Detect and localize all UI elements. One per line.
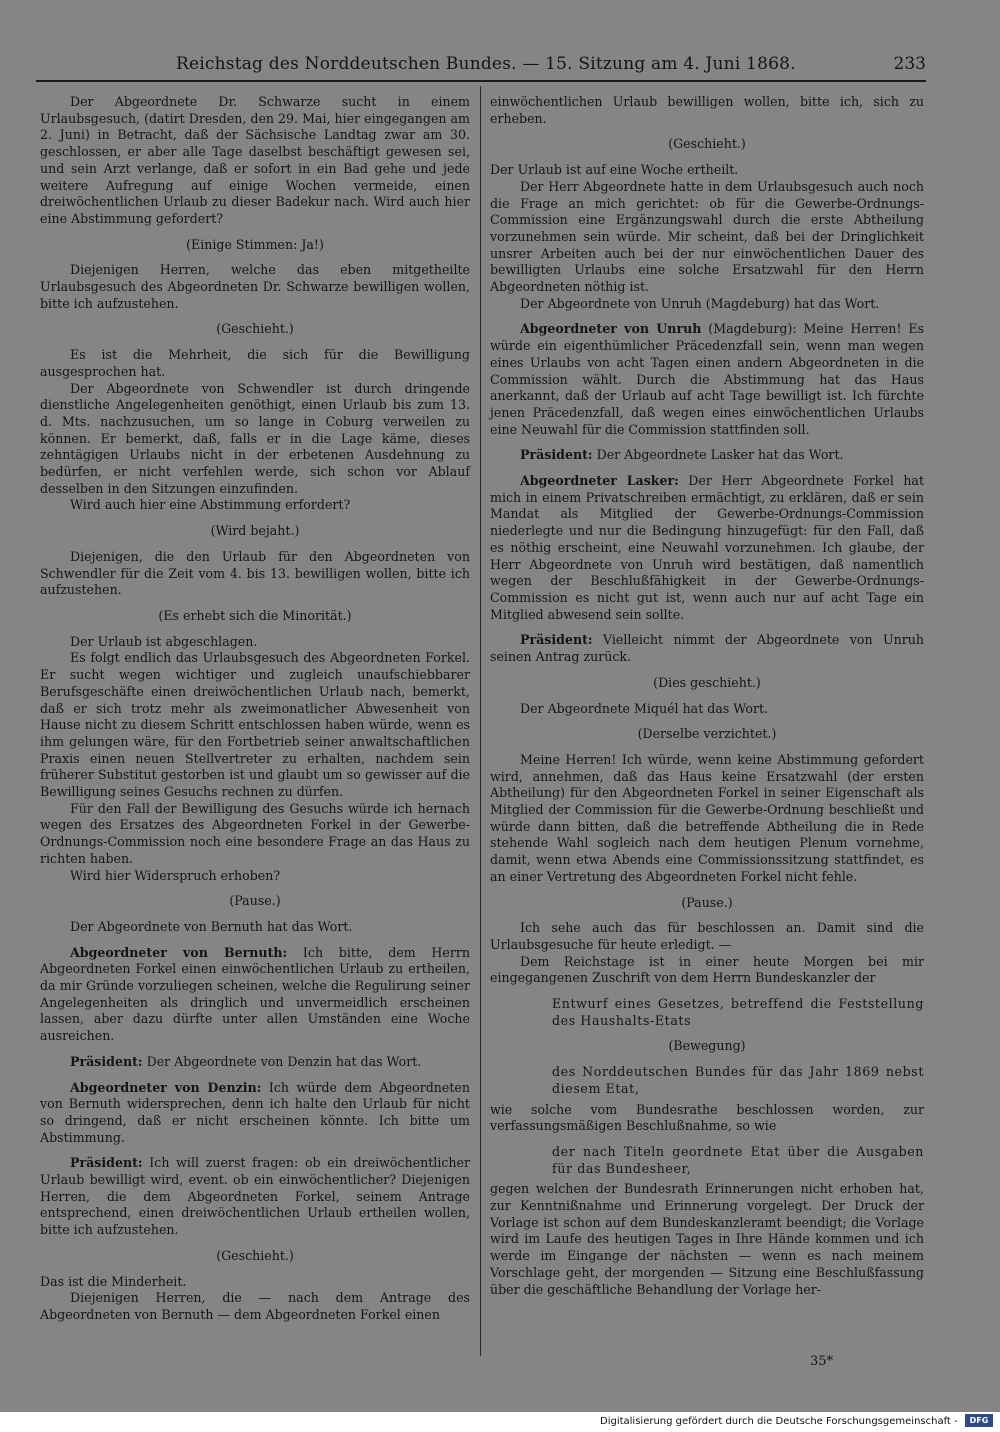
paragraph-text: (Magdeburg): Meine Herren! Es würde ein eigenthümlicher Präcedenzfall sein, wenn man wegen eines Urlaubs von acht Tagen einen andern Abgeordneten in die Commission wählt. Durch die Abstimmung hat das Haus anerkannt, daß der Urlaub auf acht Tage bewilligt ist. Ich fürchte jenen Präcedenzfall, daß wegen eines einwöchentlichen Urlaubs eine Neuwahl für die Commission stattfinden soll. xyxy=(490,321,925,437)
paragraph-text: (Einige Stimmen: Ja!) xyxy=(186,236,324,252)
paragraph-text: (Geschieht.) xyxy=(216,1247,294,1263)
paragraph-text: Diejenigen Herren, welche das eben mitgetheilte Urlaubsgesuch des Abgeordneten Dr. Schwarze bewilligen wollen, bitte ich aufzustehen. xyxy=(40,262,470,311)
paragraph-text: Wird auch hier eine Abstimmung erfordert? xyxy=(70,497,351,513)
paragraph xyxy=(40,1290,470,1323)
paragraph xyxy=(40,497,470,514)
paragraph xyxy=(40,801,470,868)
speaker-name: Präsident: xyxy=(520,447,593,463)
stage-direction xyxy=(490,726,924,743)
speaker-name: Präsident: xyxy=(70,1053,143,1069)
quoted-title xyxy=(490,1144,924,1177)
paragraph-text: Vielleicht nimmt der Abgeordnete von Unruh seinen Antrag zurück. xyxy=(490,632,924,665)
paragraph-text: Der Abgeordnete von Denzin hat das Wort. xyxy=(142,1053,422,1069)
paragraph-text: (Pause.) xyxy=(229,893,281,909)
paragraph-text: des Norddeutschen Bundes für das Jahr 1869 nebst diesem Etat, xyxy=(552,1064,924,1096)
paragraph xyxy=(490,1181,924,1298)
paragraph xyxy=(40,347,470,380)
paragraph xyxy=(40,549,470,599)
paragraph-text: Der Abgeordnete von Unruh (Magdeburg) hat das Wort. xyxy=(520,295,880,311)
paragraph xyxy=(490,162,924,179)
paragraph-text: (Dies geschieht.) xyxy=(653,674,761,690)
speech-paragraph xyxy=(40,1054,470,1071)
speaker-name: Abgeordneter von Unruh xyxy=(520,321,702,337)
stage-direction xyxy=(490,675,924,692)
paragraph xyxy=(40,262,470,312)
paragraph-text: Diejenigen Herren, die — nach dem Antrage des Abgeordneten von Bernuth — dem Abgeordneten Forkel einen xyxy=(40,1290,470,1322)
column-divider xyxy=(480,86,481,1356)
paragraph xyxy=(40,1274,470,1291)
paragraph-text: Der Urlaub ist auf eine Woche ertheilt. xyxy=(490,162,739,178)
paragraph-text: wie solche vom Bundesrathe beschlossen worden, zur verfassungsmäßigen Beschlußnahme, so wie xyxy=(490,1101,924,1134)
stage-direction xyxy=(40,1248,470,1265)
left-column xyxy=(40,94,470,1324)
paragraph-text: (Derselbe verzichtet.) xyxy=(637,726,777,742)
paragraph-text: (Pause.) xyxy=(681,894,733,910)
paragraph-text: Der Abgeordnete Miquél hat das Wort. xyxy=(520,700,769,716)
speech-paragraph xyxy=(490,632,924,665)
stage-direction xyxy=(40,893,470,910)
paragraph-text: Es ist die Mehrheit, die sich für die Bewilligung ausgesprochen hat. xyxy=(40,347,470,379)
paragraph xyxy=(40,650,470,800)
running-header xyxy=(36,54,926,82)
paragraph-text: (Geschieht.) xyxy=(216,321,294,337)
paragraph-text: Meine Herren! Ich würde, wenn keine Abstimmung gefordert wird, annehmen, daß das Haus keine Ersatzwahl (der ersten Abtheilung) für den Abgeordneten Forkel in seiner Eigenschaft als Mitglied der Commission für die Gewerbe-Ordnung beschließt und würde dann bitten, daß die betreffende Abtheilung die in Rede stehende Wahl sogleich nach dem heutigen Plenum vornehme, damit, wenn etwa Abends eine Commissionssitzung stattfindet, es an einer Vertretung des Abgeordneten Forkel nicht fehle. xyxy=(490,751,924,884)
speech-paragraph xyxy=(40,1155,470,1239)
paragraph xyxy=(40,381,470,498)
header-title: Reichstag des Norddeutschen Bundes. — 15. Sitzung am 4. Juni 1868. xyxy=(176,54,796,74)
paragraph-text: Der Herr Abgeordnete hatte in dem Urlaubsgesuch auch noch die Frage an mich gerichtet: ob für die Gewerbe-Ordnungs-Commission eine Ergänzungswahl durch die erste Abtheilung vorzunehmen sein würde. Mir scheint, daß bei der Dringlichkeit unsrer Arbeiten auch bei der nur einwöchentlichen Dauer des bewilligten Urlaubs eine solche Ersatzwahl für den Herrn Abgeordneten nöthig ist. xyxy=(490,178,924,295)
paragraph-text: Dem Reichstage ist in einer heute Morgen bei mir eingegangenen Zuschrift von dem Herrn Bundeskanzler der xyxy=(490,953,924,986)
paragraph-text: (Bewegung) xyxy=(668,1038,746,1054)
paragraph-text: Der Abgeordnete Lasker hat das Wort. xyxy=(592,447,844,463)
paragraph xyxy=(490,752,924,886)
paragraph-text: Der Abgeordnete von Schwendler ist durch dringende dienstliche Angelegenheiten genöthigt, einen Urlaub bis zum 13. d. Mts. nachzusuchen, um so lange in Coburg verweilen zu können. Er bemerkt, daß, falls er in die Lage käme, dieses zehntägigen Urlaubs nicht in der erbetenen Ausdehnung zu bedürfen, er nicht verfehlen werde, sich schon vor Ablauf desselben in den Sitzungen einzufinden. xyxy=(40,380,470,496)
paragraph xyxy=(40,919,470,936)
signature-mark: 35* xyxy=(810,1354,834,1369)
paragraph-text: Ich will zuerst fragen: ob ein dreiwöchentlicher Urlaub bewilligt wird, event. ob ein einwöchentlicher? Diejenigen Herren, die dem Abgeordneten Forkel, seinem Antrage entsprechend, einen dreiwöchentlichen Urlaub ertheilen wollen, bitte ich aufzustehen. xyxy=(40,1155,470,1238)
digitization-credit: Digitalisierung gefördert durch die Deutsche Forschungsgemeinschaft - xyxy=(600,1416,958,1427)
paragraph-text: gegen welchen der Bundesrath Erinnerungen nicht erhoben hat, zur Kenntnißnahme und Erinnerung vorgelegt. Der Druck der Vorlage ist schon auf dem Bundeskanzleramt beendigt; die Vorlage wird im Laufe des heutigen Tages in Ihre Hände kommen und ich werde im Eingange der nächsten — wenn es nach meinem Vorschlage geht, der morgenden — Sitzung eine Beschlußfassung über die geschäftliche Behandlung der Vorlage her- xyxy=(490,1181,924,1297)
paragraph-text: Diejenigen, die den Urlaub für den Abgeordneten von Schwendler für die Zeit vom 4. bis 13. bewilligen wollen, bitte ich aufzustehen. xyxy=(40,548,470,598)
paragraph xyxy=(490,954,924,987)
paragraph-text: Es folgt endlich das Urlaubsgesuch des Abgeordneten Forkel. Er sucht wegen wichtiger und zugleich unaufschiebbarer Berufsgeschäfte einen dreiwöchentlichen Urlaub nach, bemerkt, daß er sich trotz mehr als zweimonatlicher Abwesenheit von Hause nicht zu diesem Schritt entschlossen haben würde, wenn es ihm gelungen wäre, für den Fortbetrieb seiner anwaltschaftlichen Praxis einen neuen Stellvertreter zu erhalten, nachdem sein früherer Substitut gestorben ist und glaubt um so gewisser auf die Bewilligung seines Gesuchs rechnen zu dürfen. xyxy=(40,650,470,800)
paragraph xyxy=(40,868,470,885)
paragraph xyxy=(490,179,924,296)
right-column xyxy=(490,94,924,1298)
paragraph xyxy=(490,296,924,313)
paragraph xyxy=(490,920,924,953)
paragraph xyxy=(40,634,470,651)
stage-direction xyxy=(40,523,470,540)
paragraph xyxy=(490,1102,924,1135)
speech-paragraph xyxy=(40,1080,470,1147)
paragraph-text: Entwurf eines Gesetzes, betreffend die Feststellung des Haushalts-Etats xyxy=(552,996,924,1028)
paragraph-text: Der Urlaub ist abgeschlagen. xyxy=(70,633,258,649)
page-number: 233 xyxy=(893,54,926,74)
stage-direction xyxy=(490,895,924,912)
dfg-logo: DFG xyxy=(965,1414,993,1427)
quoted-title xyxy=(490,996,924,1029)
paragraph-text: Der Herr Abgeordnete Forkel hat mich in einem Privatschreiben ermächtigt, zu erklären, daß er sein Mandat als Mitglied der Gewerbe-Ordnungs-Commission niederlegte und nur die Bedingung hinzugefügt: für den Fall, daß es nöthig erscheint, eine Neuwahl vorzunehmen. Ich glaube, der Herr Abgeordnete von Unruh wird bestätigen, daß namentlich wegen der Beschlußfähigkeit in der Gewerbe-Ordnungs-Commission es nicht gut ist, wenn auch nur auf acht Tage ein Mitglied abwesend sein sollte. xyxy=(490,473,925,622)
speaker-name: Abgeordneter Lasker: xyxy=(520,473,679,489)
speaker-name: Präsident: xyxy=(520,632,593,648)
stage-direction xyxy=(40,608,470,625)
paragraph-text: Für den Fall der Bewilligung des Gesuchs würde ich hernach wegen des Ersatzes des Abgeordneten Forkel in der Gewerbe-Ordnungs-Commission noch eine besondere Frage an das Haus zu richten haben. xyxy=(40,800,470,866)
paragraph-text: Der Abgeordnete von Bernuth hat das Wort. xyxy=(70,918,353,934)
speech-paragraph xyxy=(490,473,924,623)
paragraph xyxy=(490,701,924,718)
speech-paragraph xyxy=(490,447,924,464)
paragraph-text: (Geschieht.) xyxy=(668,136,746,152)
stage-direction xyxy=(40,237,470,254)
paragraph-text: (Es erhebt sich die Minorität.) xyxy=(158,607,352,623)
speech-paragraph xyxy=(40,945,470,1045)
paragraph-text: Wird hier Widerspruch erhoben? xyxy=(70,867,281,883)
paragraph xyxy=(490,94,924,127)
paragraph xyxy=(40,94,470,228)
stage-direction xyxy=(490,1038,924,1055)
quoted-title xyxy=(490,1064,924,1097)
paragraph-text: Das ist die Minderheit. xyxy=(40,1273,187,1289)
paragraph-text: Der Abgeordnete Dr. Schwarze sucht in einem Urlaubsgesuch, (datirt Dresden, den 29. Mai, hier eingegangen am 2. Juni) in Betracht, daß der Sächsische Landtag zwar am 30. geschlossen, er aber alle Tage daselbst beschäftigt gewesen sei, und sein Arzt verlange, daß er sofort in ein Bad gehe und jede weitere Aufregung auf einige Wochen vermeide, einen dreiwöchentlichen Urlaub zu dieser Badekur nach. Wird auch hier eine Abstimmung gefordert? xyxy=(40,94,470,226)
stage-direction xyxy=(40,321,470,338)
paragraph-text: der nach Titeln geordnete Etat über die Ausgaben für das Bundesheer, xyxy=(552,1143,924,1176)
paragraph-text: (Wird bejaht.) xyxy=(210,523,300,539)
paragraph-text: Ich sehe auch das für beschlossen an. Damit sind die Urlaubsgesuche für heute erledigt. — xyxy=(490,920,924,952)
speech-paragraph xyxy=(490,321,924,438)
paragraph-text: einwöchentlichen Urlaub bewilligen wollen, bitte ich, sich zu erheben. xyxy=(490,94,924,126)
speaker-name: Präsident: xyxy=(70,1155,143,1171)
speaker-name: Abgeordneter von Denzin: xyxy=(70,1079,262,1095)
paragraph-text: Ich würde dem Abgeordneten von Bernuth widersprechen, denn ich halte den Urlaub für nicht so dringend, daß er nicht erscheinen könnte. Ich bitte um Abstimmung. xyxy=(40,1079,470,1145)
speaker-name: Abgeordneter von Bernuth: xyxy=(70,944,288,960)
paragraph-text: Ich bitte, dem Herrn Abgeordneten Forkel einen einwöchentlichen Urlaub zu ertheilen, da mir Gründe vorzuliegen scheinen, welche die Regulirung seiner Angelegenheiten als dringlich und unvermeidlich erscheinen lassen, aber dazu dürfte unter allen Umständen eine Woche ausreichen. xyxy=(40,944,470,1044)
stage-direction xyxy=(490,136,924,153)
